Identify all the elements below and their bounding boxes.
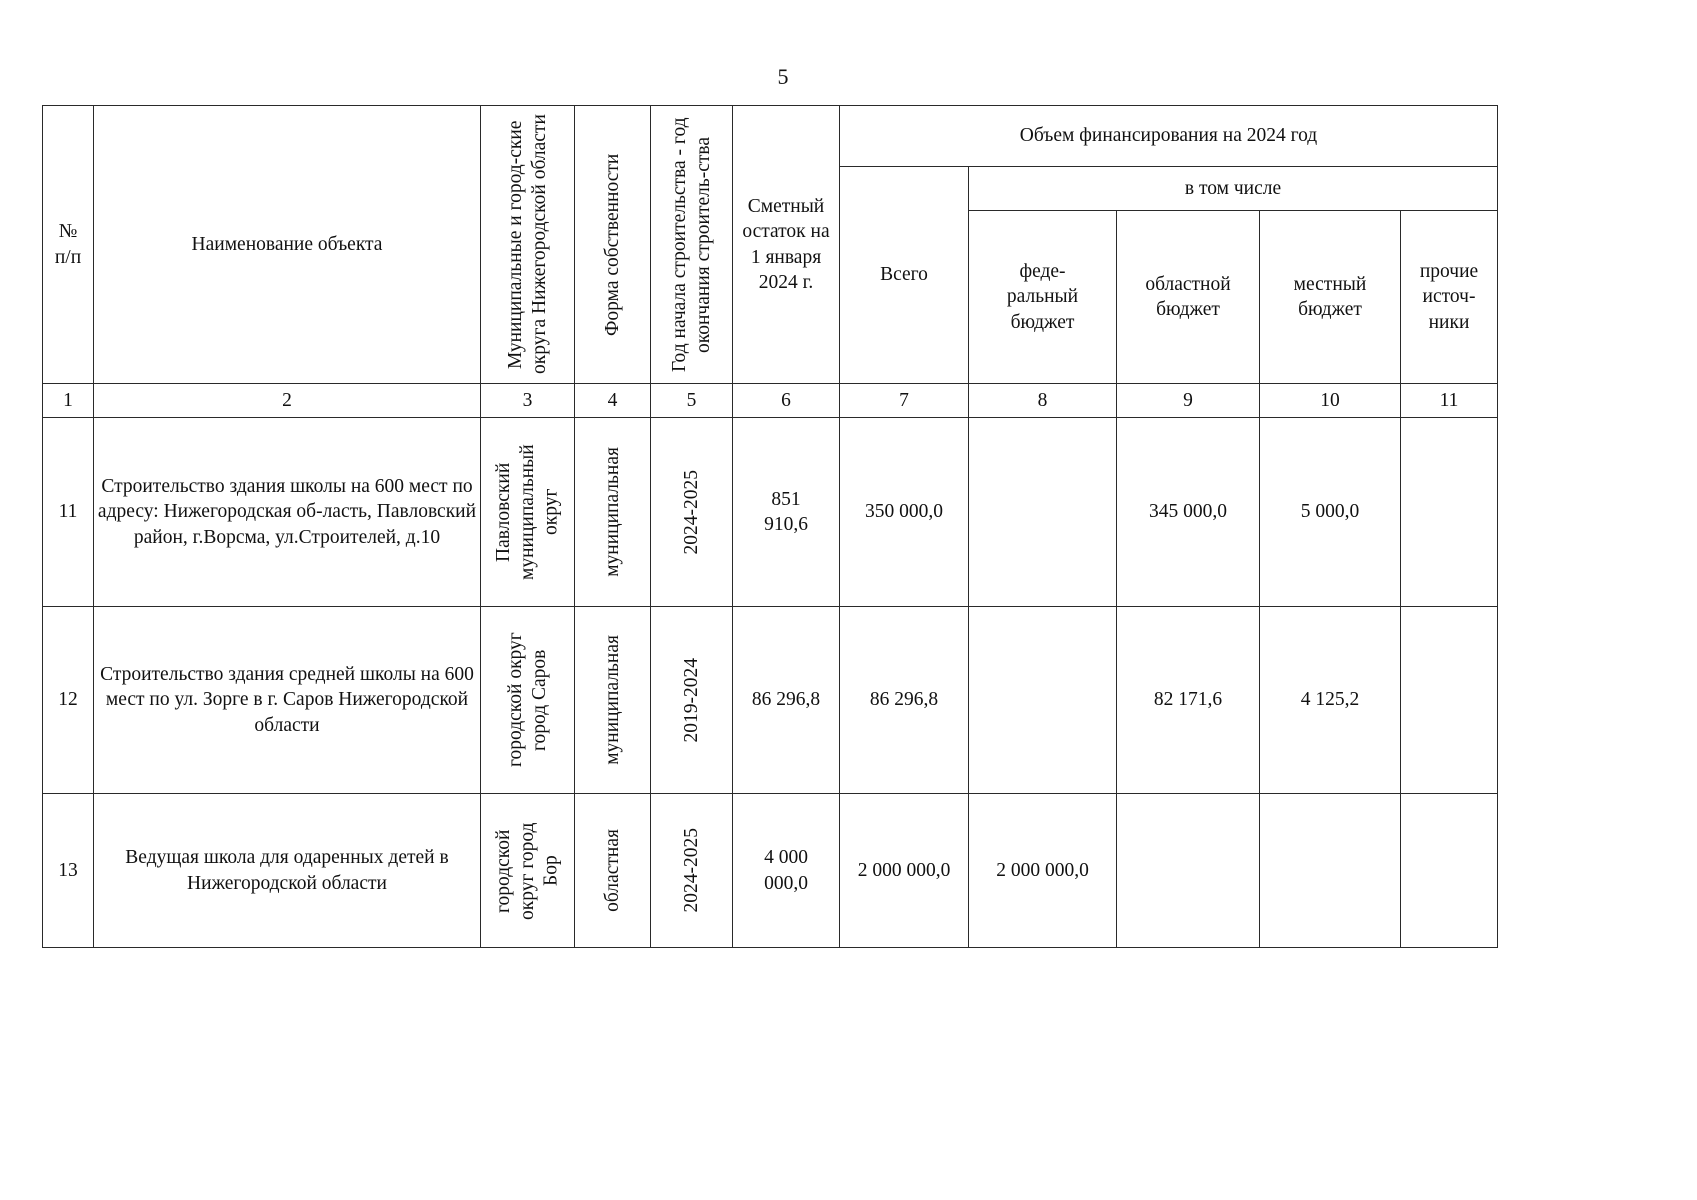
row-local [1260, 794, 1401, 948]
row-years: 2024-2025 [651, 794, 733, 948]
header-federal: феде-ральный бюджет [969, 211, 1117, 384]
table-row [43, 794, 1498, 948]
row-name: Ведущая школа для одаренных детей в Нижегородской области [94, 794, 481, 948]
row-regional [1117, 794, 1260, 948]
row-estimate: 4 000 000,0 [733, 794, 840, 948]
row-total: 350 000,0 [840, 418, 969, 607]
column-number: 6 [733, 384, 840, 418]
row-ownership: областная [575, 794, 651, 948]
row-no: 13 [43, 794, 94, 948]
header-name: Наименование объекта [94, 106, 481, 384]
header-ownership: Форма собственности [575, 106, 651, 384]
row-local: 4 125,2 [1260, 607, 1401, 794]
row-estimate: 851 910,6 [733, 418, 840, 607]
column-number: 3 [481, 384, 575, 418]
row-regional: 345 000,0 [1117, 418, 1260, 607]
header-local: местный бюджет [1260, 211, 1401, 384]
row-total: 2 000 000,0 [840, 794, 969, 948]
header-years: Год начала строительства - год окончания строитель-ства [651, 106, 733, 384]
row-ownership: муниципальная [575, 418, 651, 607]
header-estimate: Сметный остаток на 1 января 2024 г. [733, 106, 840, 384]
header-municipality: Муниципальные и город-ские округа Нижегородской области [481, 106, 575, 384]
row-local: 5 000,0 [1260, 418, 1401, 607]
row-no: 11 [43, 418, 94, 607]
column-numbers-row [43, 384, 1498, 418]
row-other [1401, 607, 1498, 794]
header-other: прочие источ-ники [1401, 211, 1498, 384]
objects-table [42, 105, 1498, 948]
row-estimate: 86 296,8 [733, 607, 840, 794]
header-regional: областной бюджет [1117, 211, 1260, 384]
column-number: 9 [1117, 384, 1260, 418]
column-number: 4 [575, 384, 651, 418]
row-total: 86 296,8 [840, 607, 969, 794]
column-number: 5 [651, 384, 733, 418]
row-federal [969, 607, 1117, 794]
column-number: 8 [969, 384, 1117, 418]
row-no: 12 [43, 607, 94, 794]
table-row [43, 607, 1498, 794]
header-funding-group: Объем финансирования на 2024 год [840, 106, 1498, 167]
column-number: 1 [43, 384, 94, 418]
row-name: Строительство здания средней школы на 600 мест по ул. Зорге в г. Саров Нижегородской области [94, 607, 481, 794]
row-federal [969, 418, 1117, 607]
column-number: 2 [94, 384, 481, 418]
header-no: № п/п [43, 106, 94, 384]
row-other [1401, 418, 1498, 607]
table-row [43, 418, 1498, 607]
row-municipality: Павловский муниципальный округ [481, 418, 575, 607]
row-other [1401, 794, 1498, 948]
column-number: 11 [1401, 384, 1498, 418]
row-years: 2024-2025 [651, 418, 733, 607]
column-number: 7 [840, 384, 969, 418]
header-row [43, 106, 1498, 167]
row-name: Строительство здания школы на 600 мест по адресу: Нижегородская об-ласть, Павловский район, г.Ворсма, ул.Строителей, д.10 [94, 418, 481, 607]
row-municipality: городской округ город Бор [481, 794, 575, 948]
row-federal: 2 000 000,0 [969, 794, 1117, 948]
header-total: Всего [840, 167, 969, 384]
row-municipality: городской округ город Саров [481, 607, 575, 794]
column-number: 10 [1260, 384, 1401, 418]
row-ownership: муниципальная [575, 607, 651, 794]
page-number: 5 [777, 64, 789, 89]
row-years: 2019-2024 [651, 607, 733, 794]
row-regional: 82 171,6 [1117, 607, 1260, 794]
header-including: в том числе [969, 167, 1498, 211]
